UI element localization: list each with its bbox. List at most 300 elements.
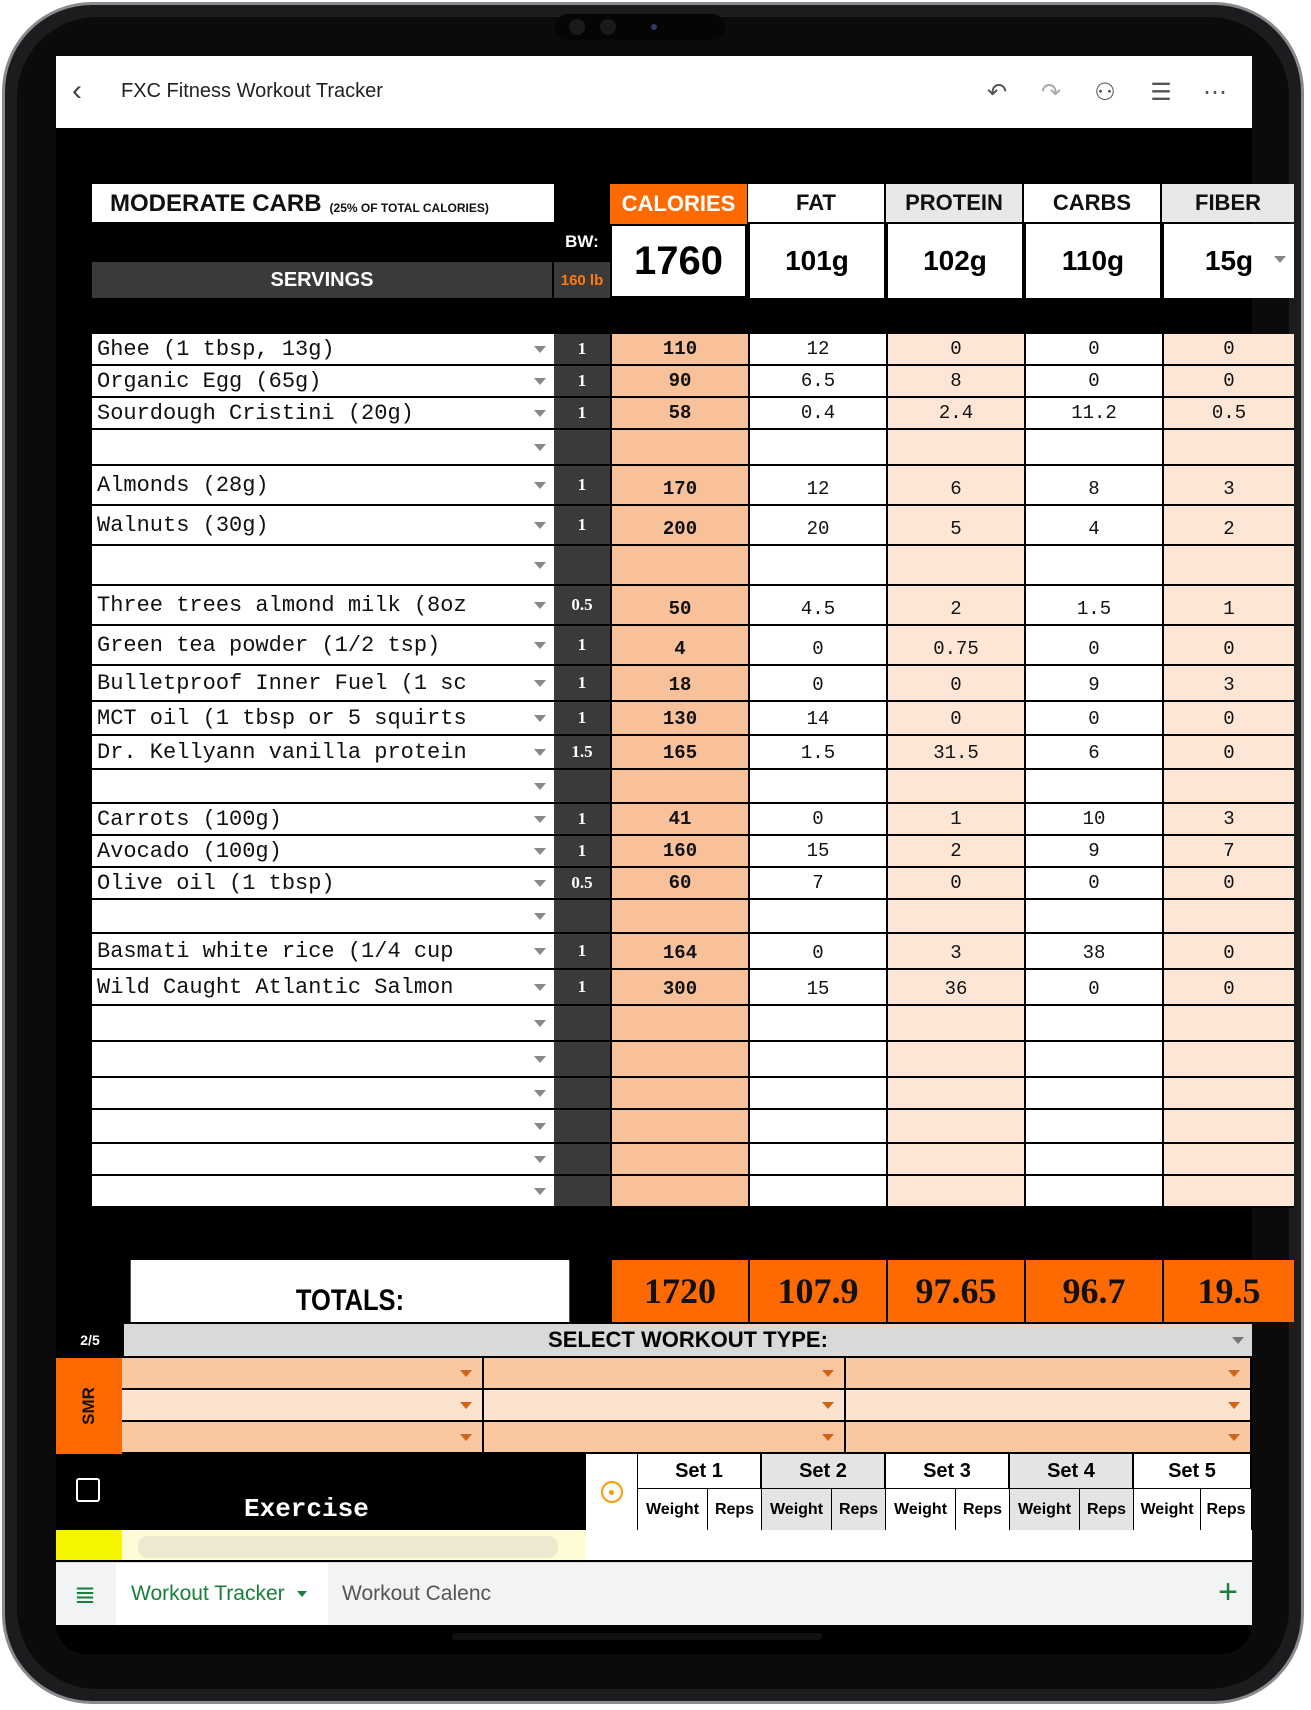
food-name: Green tea powder (1/2 tsp) [97,632,441,658]
chevron-down-icon[interactable] [460,1370,472,1377]
chevron-down-icon[interactable] [534,848,546,855]
cal-cell[interactable]: 18 [610,666,748,702]
servings-cell[interactable]: 1 [554,836,610,868]
servings-cell[interactable] [554,770,610,804]
smr-select[interactable] [484,1390,846,1422]
protein-cell[interactable] [886,1110,1024,1144]
protein-cell[interactable] [886,900,1024,934]
chevron-down-icon[interactable] [534,1188,546,1195]
carbs-cell[interactable]: 8 [1024,466,1162,506]
carbs-cell[interactable]: 0 [1024,334,1162,366]
fat-cell[interactable] [748,1078,886,1110]
reps-header: Reps [708,1488,762,1530]
fiber-cell[interactable]: 0 [1162,970,1294,1006]
servings-cell[interactable]: 1 [554,398,610,430]
protein-cell[interactable]: 5 [886,506,1024,546]
fiber-cell[interactable]: 0.5 [1162,398,1294,430]
servings-cell[interactable]: 1 [554,804,610,836]
servings-cell[interactable] [554,430,610,466]
cal-cell[interactable]: 170 [610,466,748,506]
fat-cell[interactable]: 6.5 [748,366,886,398]
protein-cell[interactable] [886,1042,1024,1078]
fiber-cell[interactable]: 0 [1162,334,1294,366]
fiber-cell[interactable] [1162,1144,1294,1176]
fiber-cell[interactable]: 0 [1162,702,1294,736]
chevron-down-icon[interactable] [534,783,546,790]
fiber-cell[interactable] [1162,1042,1294,1078]
total-carbs: 96.7 [1024,1260,1162,1322]
set-header: Set 4 [1010,1454,1134,1488]
food-select[interactable] [92,770,554,804]
protein-cell[interactable]: 0 [886,334,1024,366]
fat-cell[interactable]: 15 [748,970,886,1006]
weight-header: Weight [1134,1488,1201,1530]
food-select[interactable] [92,506,554,546]
fiber-cell[interactable] [1162,770,1294,804]
fiber-cell[interactable]: 0 [1162,736,1294,770]
cal-cell[interactable] [610,430,748,466]
plan-title: MODERATE CARB [110,190,322,217]
carbs-cell[interactable]: 9 [1024,666,1162,702]
set-header: Set 5 [1134,1454,1252,1488]
reps-header: Reps [832,1488,886,1530]
food-name: Sourdough Cristini (20g) [97,400,414,426]
workout-type-select[interactable] [124,1324,1252,1356]
chevron-down-icon[interactable] [1274,256,1286,263]
smr-select[interactable] [846,1390,1252,1422]
protein-cell[interactable] [886,1144,1024,1176]
fiber-cell[interactable]: 0 [1162,366,1294,398]
fiber-cell[interactable]: 2 [1162,506,1294,546]
fat-cell[interactable] [748,430,886,466]
protein-target[interactable]: 102g [886,224,1022,298]
fiber-cell[interactable]: 0 [1162,934,1294,970]
carbs-header: CARBS [1024,184,1160,222]
protein-cell[interactable]: 31.5 [886,736,1024,770]
chevron-down-icon[interactable] [534,642,546,649]
protein-cell[interactable] [886,1078,1024,1110]
document-title: FXC Fitness Workout Tracker [121,80,383,102]
chevron-down-icon[interactable] [534,1123,546,1130]
cal-cell[interactable]: 164 [610,934,748,970]
fat-cell[interactable]: 12 [748,334,886,366]
protein-cell[interactable]: 1 [886,804,1024,836]
servings-cell[interactable] [554,1006,610,1042]
servings-cell[interactable]: 1 [554,970,610,1006]
cal-cell[interactable]: 41 [610,804,748,836]
chevron-down-icon[interactable] [534,1090,546,1097]
servings-cell[interactable]: 0.5 [554,868,610,900]
cal-cell[interactable]: 165 [610,736,748,770]
fat-cell[interactable]: 4.5 [748,586,886,626]
servings-cell[interactable]: 0.5 [554,586,610,626]
fiber-cell[interactable] [1162,900,1294,934]
food-select[interactable] [92,934,554,970]
reps-header: Reps [1201,1488,1252,1530]
set-header: Set 2 [762,1454,886,1488]
carbs-cell[interactable]: 38 [1024,934,1162,970]
carbs-cell[interactable]: 11.2 [1024,398,1162,430]
servings-cell[interactable] [554,1176,610,1208]
food-name: Olive oil (1 tbsp) [97,870,335,896]
food-name: Organic Egg (65g) [97,368,322,394]
fiber-header: FIBER [1162,184,1294,222]
carbs-cell[interactable] [1024,1006,1162,1042]
servings-cell[interactable]: 1 [554,506,610,546]
more-icon[interactable]: ⋯ [1203,79,1227,106]
smr-select[interactable] [122,1358,484,1390]
carbs-cell[interactable]: 0 [1024,970,1162,1006]
chevron-down-icon[interactable] [297,1591,307,1597]
food-name: Avocado (100g) [97,838,282,864]
protein-cell[interactable]: 0 [886,666,1024,702]
bw-value[interactable]: 160 lb [554,262,610,298]
carbs-cell[interactable]: 6 [1024,736,1162,770]
redo-icon[interactable]: ↷ [1040,79,1062,106]
add-person-icon[interactable]: ⚇ [1094,79,1116,106]
cal-cell[interactable]: 4 [610,626,748,666]
food-select[interactable] [92,900,554,934]
plan-title-cell[interactable] [92,184,554,222]
food-select[interactable] [92,1078,554,1110]
fat-cell[interactable]: 15 [748,836,886,868]
cal-cell[interactable]: 300 [610,970,748,1006]
smr-select[interactable] [846,1358,1252,1390]
fat-cell[interactable] [748,1042,886,1078]
cal-cell[interactable] [610,900,748,934]
food-select[interactable] [92,1176,554,1208]
fiber-target[interactable] [1162,224,1294,298]
cal-cell[interactable]: 90 [610,366,748,398]
fat-cell[interactable]: 0 [748,666,886,702]
chevron-down-icon[interactable] [534,562,546,569]
total-fat: 107.9 [748,1260,886,1322]
fat-cell[interactable]: 0 [748,804,886,836]
chevron-down-icon[interactable] [460,1402,472,1409]
food-name: Walnuts (30g) [97,512,269,538]
servings-cell[interactable]: 1.5 [554,736,610,770]
food-name: Basmati white rice (1/4 cup [97,938,454,964]
exercise-select[interactable] [122,1530,586,1560]
servings-cell[interactable]: 1 [554,334,610,366]
carbs-cell[interactable]: 0 [1024,702,1162,736]
chevron-down-icon[interactable] [534,680,546,687]
chevron-down-icon[interactable] [822,1370,834,1377]
total-calories: 1720 [610,1260,748,1322]
fiber-cell[interactable]: 0 [1162,626,1294,666]
chevron-down-icon[interactable] [534,913,546,920]
checkbox-icon[interactable] [76,1478,100,1502]
food-name: Wild Caught Atlantic Salmon [97,974,454,1000]
chevron-down-icon[interactable] [822,1434,834,1441]
fiber-cell[interactable]: 0 [1162,868,1294,900]
servings-cell[interactable] [554,1110,610,1144]
smr-select[interactable] [484,1358,846,1390]
smr-label-cell [56,1358,122,1454]
reps-header: Reps [956,1488,1010,1530]
food-select[interactable] [92,1144,554,1176]
food-select[interactable] [92,586,554,626]
fat-cell[interactable]: 7 [748,868,886,900]
timer-cell[interactable] [586,1454,638,1530]
servings-cell[interactable] [554,900,610,934]
total-fiber: 19.5 [1162,1260,1294,1322]
weight-header: Weight [638,1488,708,1530]
exercise-color-cell [56,1530,122,1560]
chevron-down-icon[interactable] [534,444,546,451]
chevron-down-icon[interactable] [534,816,546,823]
comment-icon[interactable]: ☰ [1150,79,1172,106]
set-header: Set 3 [886,1454,1010,1488]
smr-select[interactable] [122,1390,484,1422]
progress-indicator: 2/5 [56,1324,124,1356]
cal-cell[interactable] [610,1078,748,1110]
chevron-down-icon[interactable] [534,522,546,529]
chevron-down-icon[interactable] [534,1156,546,1163]
servings-cell[interactable] [554,1078,610,1110]
chevron-down-icon[interactable] [534,482,546,489]
chevron-down-icon[interactable] [534,346,546,353]
fiber-cell[interactable] [1162,1176,1294,1208]
protein-cell[interactable]: 0.75 [886,626,1024,666]
sheet-tabs-bar [56,1562,1252,1625]
plan-note: (25% OF TOTAL CALORIES) [329,201,489,215]
fat-cell[interactable] [748,900,886,934]
app-bar [56,56,1252,128]
food-select[interactable] [92,1006,554,1042]
fat-cell[interactable]: 0 [748,934,886,970]
food-name: Bulletproof Inner Fuel (1 sc [97,670,467,696]
protein-header: PROTEIN [886,184,1022,222]
cal-cell[interactable]: 160 [610,836,748,868]
fiber-cell[interactable] [1162,1078,1294,1110]
servings-cell[interactable]: 1 [554,626,610,666]
cal-cell[interactable] [610,1144,748,1176]
set-header: Set 1 [638,1454,762,1488]
carbs-cell[interactable] [1024,1078,1162,1110]
food-select[interactable] [92,970,554,1006]
food-select[interactable] [92,868,554,900]
fat-cell[interactable]: 0.4 [748,398,886,430]
chevron-down-icon[interactable] [534,984,546,991]
smr-label: SMR [79,1387,98,1425]
fat-cell[interactable] [748,1176,886,1208]
carbs-cell[interactable]: 0 [1024,626,1162,666]
all-sheets-menu-icon[interactable]: ≣ [74,1578,96,1609]
tab-workout-tracker-label: Workout Tracker [131,1582,285,1605]
carbs-target[interactable]: 110g [1024,224,1160,298]
fiber-cell[interactable]: 7 [1162,836,1294,868]
carbs-cell[interactable] [1024,1176,1162,1208]
cal-cell[interactable]: 50 [610,586,748,626]
fat-cell[interactable]: 14 [748,702,886,736]
food-name: Three trees almond milk (8oz [97,592,467,618]
food-name: Carrots (100g) [97,806,282,832]
food-select[interactable] [92,430,554,466]
cal-cell[interactable] [610,1006,748,1042]
protein-cell[interactable]: 3 [886,934,1024,970]
smr-select[interactable] [484,1422,846,1454]
fat-cell[interactable]: 12 [748,466,886,506]
chevron-down-icon[interactable] [534,378,546,385]
cal-cell[interactable]: 110 [610,334,748,366]
food-select[interactable] [92,366,554,398]
spreadsheet-grid[interactable] [56,128,1261,1618]
food-select[interactable] [92,334,554,366]
food-select[interactable] [92,804,554,836]
totals-label: TOTALS: [131,1260,570,1322]
total-protein: 97.65 [886,1260,1024,1322]
chevron-down-icon[interactable] [822,1402,834,1409]
target-icon[interactable] [601,1481,623,1503]
cal-cell[interactable]: 200 [610,506,748,546]
fiber-cell[interactable] [1162,1006,1294,1042]
fiber-cell[interactable]: 3 [1162,666,1294,702]
fiber-cell[interactable] [1162,546,1294,586]
undo-icon[interactable]: ↶ [986,79,1008,106]
carbs-cell[interactable] [1024,546,1162,586]
cal-cell[interactable]: 58 [610,398,748,430]
exercise-header [56,1454,586,1530]
food-select[interactable] [92,1042,554,1078]
carbs-cell[interactable] [1024,1042,1162,1078]
weight-header: Weight [886,1488,956,1530]
fat-cell[interactable] [748,770,886,804]
protein-cell[interactable]: 8 [886,366,1024,398]
carbs-cell[interactable]: 4 [1024,506,1162,546]
servings-cell[interactable]: 1 [554,702,610,736]
fat-cell[interactable] [748,1110,886,1144]
servings-cell[interactable] [554,1144,610,1176]
protein-cell[interactable] [886,1176,1024,1208]
fiber-cell[interactable]: 3 [1162,466,1294,506]
food-select[interactable] [92,1110,554,1144]
fat-cell[interactable] [748,1144,886,1176]
carbs-cell[interactable]: 1.5 [1024,586,1162,626]
carbs-cell[interactable] [1024,900,1162,934]
food-select[interactable] [92,736,554,770]
calories-header: CALORIES [610,184,747,224]
fat-header: FAT [748,184,884,222]
set-inputs-row[interactable] [586,1530,1252,1560]
food-name: Ghee (1 tbsp, 13g) [97,336,335,362]
carbs-cell[interactable] [1024,770,1162,804]
protein-cell[interactable]: 6 [886,466,1024,506]
protein-cell[interactable] [886,1006,1024,1042]
carbs-cell[interactable] [1024,430,1162,466]
fat-cell[interactable] [748,546,886,586]
servings-cell[interactable] [554,1042,610,1078]
protein-cell[interactable]: 2.4 [886,398,1024,430]
servings-cell[interactable]: 1 [554,934,610,970]
home-indicator[interactable] [452,1633,822,1640]
chevron-down-icon[interactable] [534,948,546,955]
carbs-cell[interactable] [1024,1144,1162,1176]
cal-cell[interactable] [610,1042,748,1078]
food-select[interactable] [92,626,554,666]
carbs-cell[interactable] [1024,1110,1162,1144]
food-select[interactable] [92,836,554,868]
cal-cell[interactable] [610,1110,748,1144]
chevron-down-icon[interactable] [534,715,546,722]
protein-cell[interactable]: 2 [886,586,1024,626]
protein-cell[interactable] [886,770,1024,804]
servings-cell[interactable]: 1 [554,366,610,398]
chevron-down-icon[interactable] [534,602,546,609]
cal-cell[interactable]: 130 [610,702,748,736]
weight-header: Weight [762,1488,832,1530]
servings-cell[interactable]: 1 [554,666,610,702]
calorie-target[interactable]: 1760 [610,224,747,298]
food-select[interactable] [92,546,554,586]
protein-cell[interactable]: 2 [886,836,1024,868]
chevron-down-icon[interactable] [534,410,546,417]
cal-cell[interactable] [610,546,748,586]
chevron-down-icon[interactable] [534,1020,546,1027]
chevron-down-icon[interactable] [534,1056,546,1063]
tab-workout-tracker[interactable] [116,1563,328,1625]
cal-cell[interactable]: 60 [610,868,748,900]
servings-cell[interactable] [554,546,610,586]
reps-header: Reps [1080,1488,1134,1530]
food-select[interactable] [92,702,554,736]
food-select[interactable] [92,666,554,702]
carbs-cell[interactable]: 0 [1024,366,1162,398]
chevron-down-icon[interactable] [534,749,546,756]
fiber-cell[interactable] [1162,1110,1294,1144]
screen [56,56,1261,1654]
food-name: MCT oil (1 tbsp or 5 squirts [97,705,467,731]
food-select[interactable] [92,466,554,506]
workout-type-label: SELECT WORKOUT TYPE: [548,1327,828,1352]
chevron-down-icon[interactable] [534,880,546,887]
smr-select[interactable] [846,1422,1252,1454]
carbs-cell[interactable]: 9 [1024,836,1162,868]
chevron-down-icon[interactable] [1228,1402,1240,1409]
fat-target[interactable]: 101g [748,224,884,298]
carbs-cell[interactable]: 0 [1024,868,1162,900]
fiber-cell[interactable]: 1 [1162,586,1294,626]
food-select[interactable] [92,398,554,430]
fiber-cell[interactable]: 3 [1162,804,1294,836]
tab-workout-calendar[interactable]: Workout Calenc [342,1582,492,1605]
fat-cell[interactable]: 1.5 [748,736,886,770]
fiber-target-value: 15g [1204,245,1254,276]
protein-cell[interactable] [886,430,1024,466]
fat-cell[interactable]: 20 [748,506,886,546]
chevron-down-icon[interactable] [1232,1337,1244,1344]
protein-cell[interactable] [886,546,1024,586]
fat-cell[interactable] [748,1006,886,1042]
add-sheet-icon[interactable]: + [1218,1573,1238,1611]
food-name: Dr. Kellyann vanilla protein [97,739,467,765]
chevron-down-icon[interactable] [1228,1434,1240,1441]
protein-cell[interactable]: 36 [886,970,1024,1006]
carbs-cell[interactable]: 10 [1024,804,1162,836]
protein-cell[interactable]: 0 [886,868,1024,900]
chevron-down-icon[interactable] [1228,1370,1240,1377]
bw-label: BW: [565,232,599,251]
servings-cell[interactable]: 1 [554,466,610,506]
smr-select[interactable] [122,1422,484,1454]
cal-cell[interactable] [610,770,748,804]
cal-cell[interactable] [610,1176,748,1208]
protein-cell[interactable]: 0 [886,702,1024,736]
back-arrow-icon[interactable]: ‹ [72,74,82,107]
fiber-cell[interactable] [1162,430,1294,466]
fat-cell[interactable]: 0 [748,626,886,666]
chevron-down-icon[interactable] [460,1434,472,1441]
